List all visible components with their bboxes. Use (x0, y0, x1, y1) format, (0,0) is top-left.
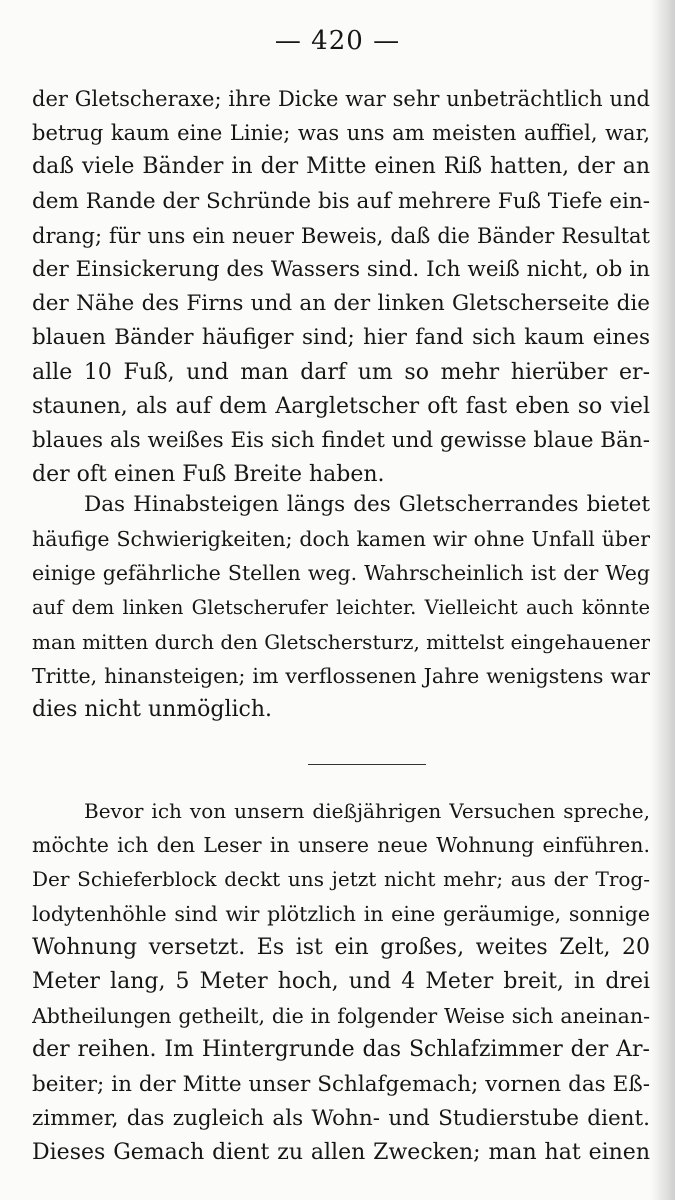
paragraph-2 (32, 488, 650, 727)
text-line: Der Schieferblock deckt uns jetzt nicht mehr; aus der Trog- (32, 867, 650, 892)
text-line: blauen Bänder häufiger sind; hier fand sich kaum eines (32, 325, 650, 351)
text-line: auf dem linken Gletscherufer leichter. Vielleicht auch könnte (32, 595, 650, 619)
text-line: lodytenhöhle sind wir plötzlich in eine geräumige, sonnige (32, 901, 650, 926)
text-line: drang; für uns ein neuer Beweis, daß die Bänder Resultat (32, 223, 650, 248)
paragraph-1 (32, 82, 650, 492)
page-number: — 420 — (274, 26, 401, 56)
text-line: Wohnung versetzt. Es ist ein großes, weites Zelt, 20 (32, 934, 650, 960)
paragraph-3 (32, 794, 650, 1170)
text-line: Tritte, hinansteigen; im verflossenen Jahre wenigstens war (32, 663, 650, 688)
text-line: dem Rande der Schründe bis auf mehrere Fuß Tiefe ein- (32, 188, 650, 214)
text-line: der Nähe des Firns und an der linken Gletscherseite die (32, 291, 650, 317)
text-line: Dieses Gemach dient zu allen Zwecken; man hat einen (32, 1139, 650, 1165)
text-line: beiter; in der Mitte unser Schlafgemach; vornen das Eß- (32, 1071, 650, 1097)
text-line: möchte ich den Leser in unsere neue Wohnung einführen. (32, 833, 650, 858)
text-line: staunen, als auf dem Aargletscher oft fast eben so viel (32, 393, 650, 419)
text-line: man mitten durch den Gletschersturz, mittelst eingehauener (32, 629, 650, 654)
text-line: Meter lang, 5 Meter hoch, und 4 Meter breit, in drei (32, 968, 650, 994)
text-line: der Gletscheraxe; ihre Dicke war sehr unbeträchtlich und (32, 87, 650, 111)
text-line: der reihen. Im Hintergrunde das Schlafzimmer der Ar- (32, 1037, 650, 1063)
text-line: blaues als weißes Eis sich findet und gewisse blaue Bän- (32, 427, 650, 453)
page-edge-shadow (651, 0, 675, 1200)
text-line: alle 10 Fuß, und man darf um so mehr hierüber er- (32, 359, 650, 385)
text-line: einige gefährliche Stellen weg. Wahrscheinlich ist der Weg (32, 561, 650, 586)
text-line: betrug kaum eine Linie; was uns am meisten auffiel, war, (32, 121, 650, 146)
text-line: zimmer, das zugleich als Wohn- und Studierstube dient. (32, 1105, 650, 1131)
text-line: Bevor ich von unsern dießjährigen Versuchen spreche, (84, 799, 650, 823)
text-line: dies nicht unmöglich. (32, 697, 273, 723)
text-line: der oft einen Fuß Breite haben. (32, 462, 385, 488)
text-line: Abtheilungen getheilt, die in folgender Weise sich aneinan- (32, 1004, 650, 1029)
section-divider (308, 764, 426, 765)
text-line: daß viele Bänder in der Mitte einen Riß hatten, der an (32, 154, 650, 180)
text-line: Das Hinabsteigen längs des Gletscherrandes bietet (84, 492, 650, 517)
text-line: der Einsickerung des Wassers sind. Ich weiß nicht, ob in (32, 256, 650, 282)
text-line: häufige Schwierigkeiten; doch kamen wir ohne Unfall über (32, 527, 650, 552)
